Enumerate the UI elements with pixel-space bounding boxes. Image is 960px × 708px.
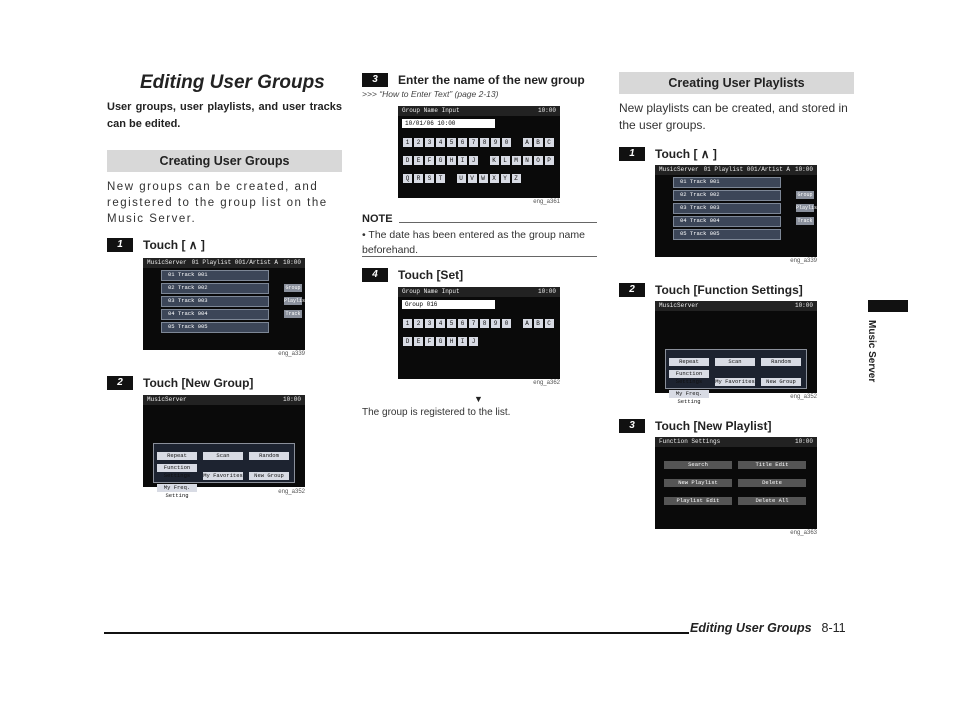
caption: eng_a339 (790, 258, 817, 264)
screenshot-function-settings: Function Settings 10:00 Search Title Edit New Playlist Delete Playlist Edit Delete All (655, 437, 817, 529)
step-1-right: 1 Touch [ ∧ ] (619, 146, 717, 162)
caption: eng_a352 (278, 489, 305, 495)
screenshot-menu-2: MusicServer 10:00 Repeat Scan Random Function Settings My Favorites New Group My Freq. Setting (655, 301, 817, 393)
side-tab-marker (868, 300, 908, 312)
caption: eng_a339 (278, 351, 305, 357)
caption: eng_a363 (790, 530, 817, 536)
caption: eng_a361 (533, 199, 560, 205)
footer-rule (104, 632, 689, 634)
note-rule-bottom (362, 256, 597, 257)
step-3-right: 3 Touch [New Playlist] (619, 418, 771, 434)
caption: eng_a352 (790, 394, 817, 400)
page-title: Editing User Groups (140, 72, 325, 93)
screenshot-music-list: MusicServer 01 Playlist 001/Artist A 10:00 01 Track 001 02 Track 002 03 Track 003 04 Track 004 05 Track 005 Group Playlist Track (143, 258, 305, 350)
down-arrow-icon: ▼ (474, 394, 483, 404)
step-2-right: 2 Touch [Function Settings] (619, 282, 803, 298)
section-header-playlists: Creating User Playlists (619, 72, 854, 94)
note-title: NOTE (362, 213, 399, 225)
footer: Editing User Groups 8-11 (690, 621, 846, 635)
screenshot-name-input-1: Group Name Input 10:00 10/01/06 10:00 1 2 3 4 5 6 7 8 9 0 A B CD E F G H I J K L M N O PQ R S T U V W X Y Z (398, 106, 560, 198)
result-text: The group is registered to the list. (362, 407, 511, 418)
note-text: • The date has been entered as the group name beforehand. (362, 229, 585, 256)
caption: eng_a362 (533, 380, 560, 386)
intro-text: User groups, user playlists, and user tracks can be edited. (107, 101, 342, 130)
step-4-middle: 4 Touch [Set] (362, 267, 463, 283)
reference-link[interactable]: >>> “How to Enter Text” (page 2-13) (362, 89, 499, 99)
screenshot-name-input-2: Group Name Input 10:00 Group 016 1 2 3 4 5 6 7 8 9 0 A B CD E F G H I J (398, 287, 560, 379)
step-1-left: 1 Touch [ ∧ ] (107, 237, 205, 253)
screenshot-menu: MusicServer 10:00 Repeat Scan Random Function Settings My Favorites New Group My Freq. Setting (143, 395, 305, 487)
side-tab-label: Music Server (866, 320, 877, 383)
section-text-groups: New groups can be created, and registered to the group list on the Music Server. (107, 181, 328, 225)
step-2-left: 2 Touch [New Group] (107, 375, 253, 391)
screenshot-music-list-2: MusicServer 01 Playlist 001/Artist A 10:00 01 Track 001 02 Track 002 03 Track 003 04 Track 004 05 Track 005 Group Playlist Track (655, 165, 817, 257)
step-3-middle: 3 Enter the name of the new group (362, 72, 585, 88)
section-header-groups: Creating User Groups (107, 150, 342, 172)
section-text-playlists: New playlists can be created, and stored in the user groups. (619, 101, 848, 132)
